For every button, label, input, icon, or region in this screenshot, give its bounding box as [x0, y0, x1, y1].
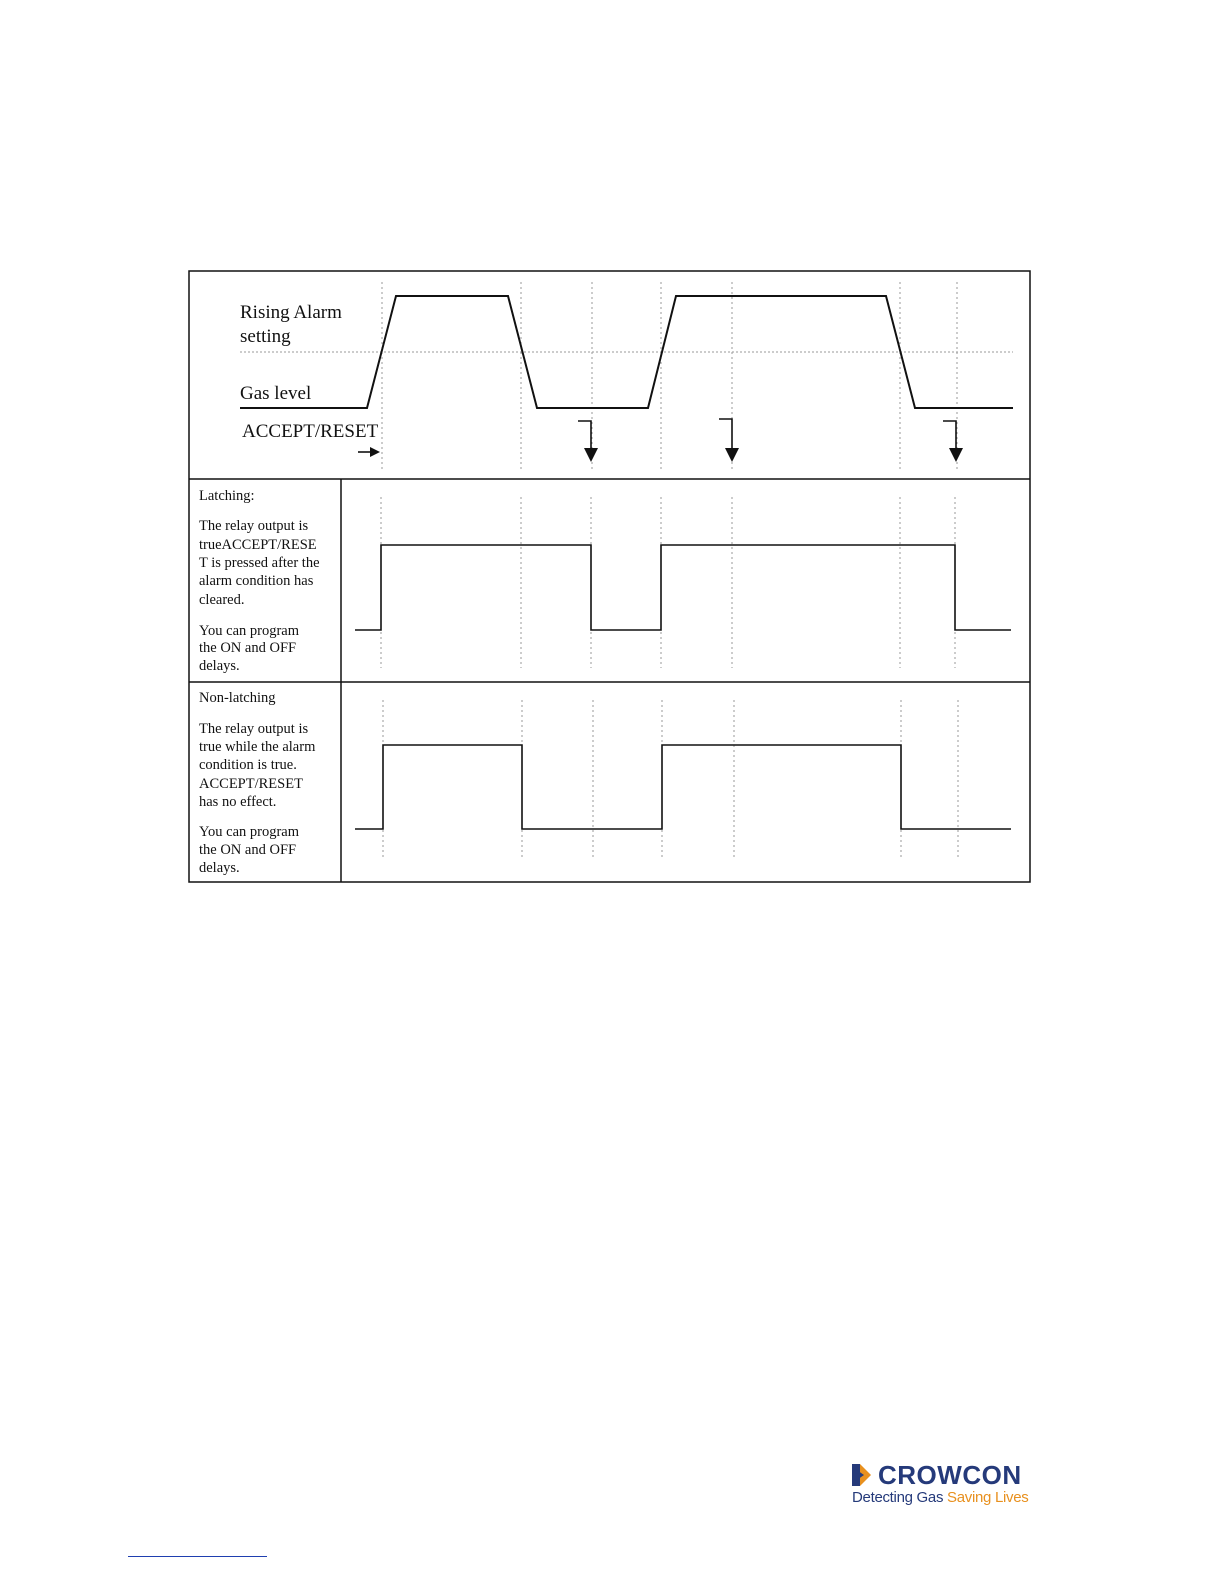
- arrow-head-down: [725, 448, 739, 462]
- non-latching-desc-line: ACCEPT/RESET: [199, 776, 303, 792]
- latching-desc-line: The relay output is: [199, 518, 309, 534]
- latching-desc-line: trueACCEPT/RESE: [199, 537, 317, 553]
- accept-arrow-3: [943, 421, 956, 452]
- non-latching-note-line: You can program: [199, 824, 300, 840]
- accept-reset-label: ACCEPT/RESET: [242, 421, 379, 442]
- logo-tagline-part1: Detecting Gas: [852, 1489, 948, 1506]
- arrow-head-down: [949, 448, 963, 462]
- non-latching-note-line: the ON and OFF: [199, 842, 297, 858]
- threshold-label: Rising Alarm: [240, 302, 342, 323]
- threshold-label: setting: [240, 326, 291, 347]
- latching-relay-waveform: [355, 545, 1011, 630]
- latching-note-line: You can program: [199, 623, 300, 639]
- arrow-head-down: [584, 448, 598, 462]
- logo-brand-text: CROWCON: [878, 1460, 1022, 1490]
- latching-desc-line: T is pressed after the: [199, 555, 320, 571]
- latching-desc-line: alarm condition has: [199, 573, 314, 589]
- logo-tagline-part2: Saving Lives: [947, 1489, 1029, 1506]
- accept-arrow-2: [719, 419, 732, 452]
- latching-note-line: delays.: [199, 658, 240, 674]
- non-latching-title: Non-latching: [199, 690, 276, 706]
- accept-arrow-1: [578, 421, 591, 452]
- non-latching-relay-waveform: [355, 745, 1011, 829]
- non-latching-note-line: delays.: [199, 860, 240, 876]
- arrow-head-right: [370, 447, 380, 457]
- non-latching-desc-line: condition is true.: [199, 757, 297, 773]
- logo-tagline: [852, 1489, 1028, 1506]
- crowcon-mark-icon: [852, 1464, 876, 1486]
- accept-reset-arrows: [358, 419, 963, 462]
- time-guides: [381, 282, 958, 860]
- latching-title: Latching:: [199, 488, 255, 504]
- non-latching-desc-line: The relay output is: [199, 721, 309, 737]
- non-latching-desc-line: has no effect.: [199, 794, 277, 810]
- latching-note-line: the ON and OFF: [199, 640, 297, 656]
- gas-level-label: Gas level: [240, 383, 312, 404]
- footer-link-underline[interactable]: [128, 1556, 267, 1557]
- latching-desc-line: cleared.: [199, 592, 245, 608]
- non-latching-desc-line: true while the alarm: [199, 739, 316, 755]
